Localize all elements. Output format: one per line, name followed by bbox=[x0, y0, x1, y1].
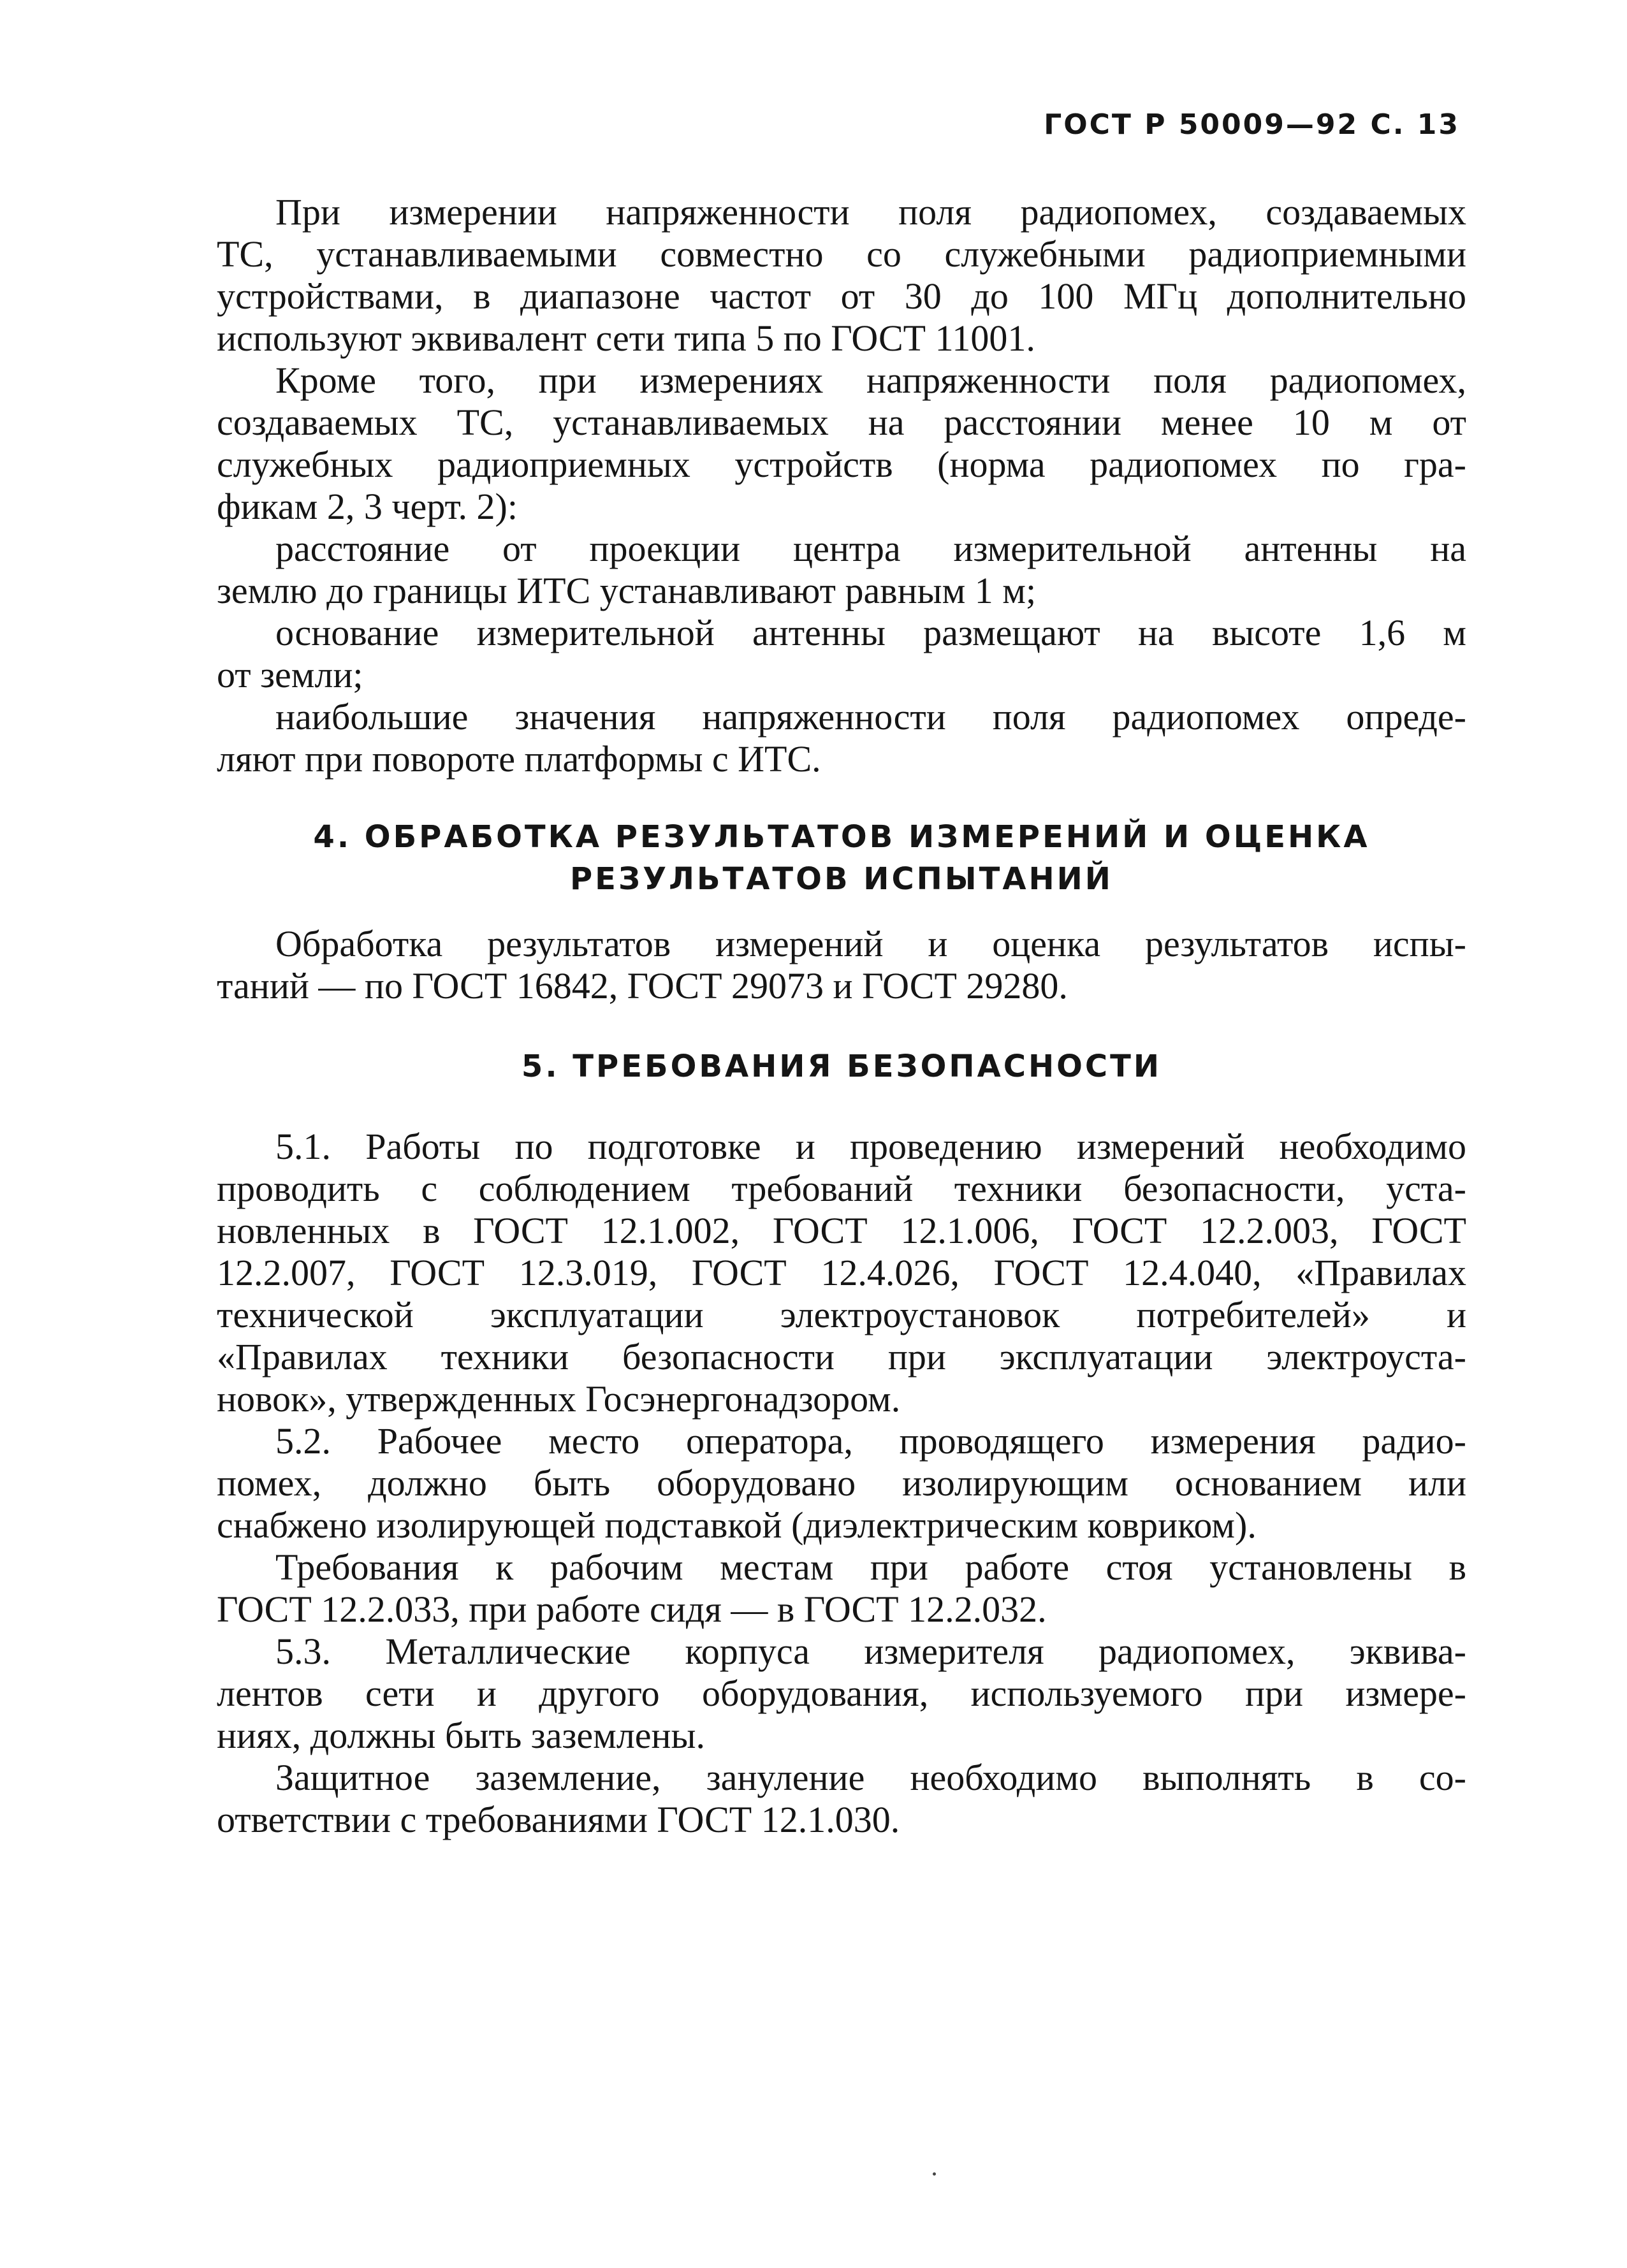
text-line: ТС, устанавливаемыми совместно со служебными радиоприемными bbox=[217, 233, 1466, 275]
text-line: «Правилах техники безопасности при эксплуатации электроуста- bbox=[217, 1336, 1466, 1378]
text-line: 5.2. Рабочее место оператора, проводящего измерения радио- bbox=[275, 1420, 1466, 1462]
text-line: ГОСТ 12.2.033, при работе сидя — в ГОСТ 12.2.032. bbox=[217, 1588, 1047, 1630]
text-line: технической эксплуатации электроустановок потребителей» и bbox=[217, 1294, 1466, 1335]
text-line: от земли; bbox=[217, 654, 363, 695]
text-line: землю до границы ИТС устанавливают равным 1 м; bbox=[217, 570, 1037, 611]
text-line: ниях, должны быть заземлены. bbox=[217, 1715, 706, 1756]
text-line: расстояние от проекции центра измерительной антенны на bbox=[275, 528, 1466, 569]
text-line: 12.2.007, ГОСТ 12.3.019, ГОСТ 12.4.026, ГОСТ 12.4.040, «Правилах bbox=[217, 1252, 1466, 1293]
text-line: Требования к рабочим местам при работе стоя установлены в bbox=[275, 1546, 1466, 1588]
text-line: используют эквивалент сети типа 5 по ГОСТ 11001. bbox=[217, 317, 1035, 359]
text-line: проводить с соблюдением требований техники безопасности, уста- bbox=[217, 1168, 1466, 1209]
section-4-heading: 4. ОБРАБОТКА РЕЗУЛЬТАТОВ ИЗМЕРЕНИЙ И ОЦЕНКА bbox=[313, 819, 1370, 855]
text-line: ответствии с требованиями ГОСТ 12.1.030. bbox=[217, 1799, 900, 1840]
text-line: При измерении напряженности поля радиопомех, создаваемых bbox=[275, 191, 1466, 233]
section-5-heading: 5. ТРЕБОВАНИЯ БЕЗОПАСНОСТИ bbox=[521, 1049, 1162, 1084]
text-line: лентов сети и другого оборудования, используемого при измере- bbox=[217, 1673, 1466, 1714]
text-line: Защитное заземление, зануление необходимо выполнять в со- bbox=[275, 1757, 1466, 1798]
text-line: Обработка результатов измерений и оценка результатов испы- bbox=[275, 923, 1466, 964]
text-line: новок», утвержденных Госэнергонадзором. bbox=[217, 1378, 901, 1420]
page-header: ГОСТ Р 50009—92 С. 13 bbox=[1044, 108, 1460, 141]
text-line: ляют при повороте платформы с ИТС. bbox=[217, 738, 821, 780]
scan-speck bbox=[933, 2172, 936, 2176]
text-line: наибольшие значения напряженности поля радиопомех опреде- bbox=[275, 696, 1466, 738]
section-4-heading-cont: РЕЗУЛЬТАТОВ ИСПЫТАНИЙ bbox=[570, 861, 1113, 897]
text-line: снабжено изолирующей подставкой (диэлектрическим ковриком). bbox=[217, 1504, 1257, 1546]
text-line: устройствами, в диапазоне частот от 30 до 100 МГц дополнительно bbox=[217, 275, 1466, 317]
text-line: новленных в ГОСТ 12.1.002, ГОСТ 12.1.006, ГОСТ 12.2.003, ГОСТ bbox=[217, 1210, 1466, 1251]
text-line: таний — по ГОСТ 16842, ГОСТ 29073 и ГОСТ 29280. bbox=[217, 965, 1068, 1007]
text-line: служебных радиоприемных устройств (норма радиопомех по гра- bbox=[217, 444, 1466, 485]
text-line: 5.1. Работы по подготовке и проведению измерений необходимо bbox=[275, 1126, 1466, 1167]
text-line: Кроме того, при измерениях напряженности поля радиопомех, bbox=[275, 360, 1466, 401]
text-line: фикам 2, 3 черт. 2): bbox=[217, 486, 518, 527]
text-line: помех, должно быть оборудовано изолирующим основанием или bbox=[217, 1462, 1466, 1504]
text-line: создаваемых ТС, устанавливаемых на расстоянии менее 10 м от bbox=[217, 402, 1466, 443]
text-line: основание измерительной антенны размещают на высоте 1,6 м bbox=[275, 612, 1466, 653]
text-line: 5.3. Металлические корпуса измерителя радиопомех, эквива- bbox=[275, 1631, 1466, 1672]
